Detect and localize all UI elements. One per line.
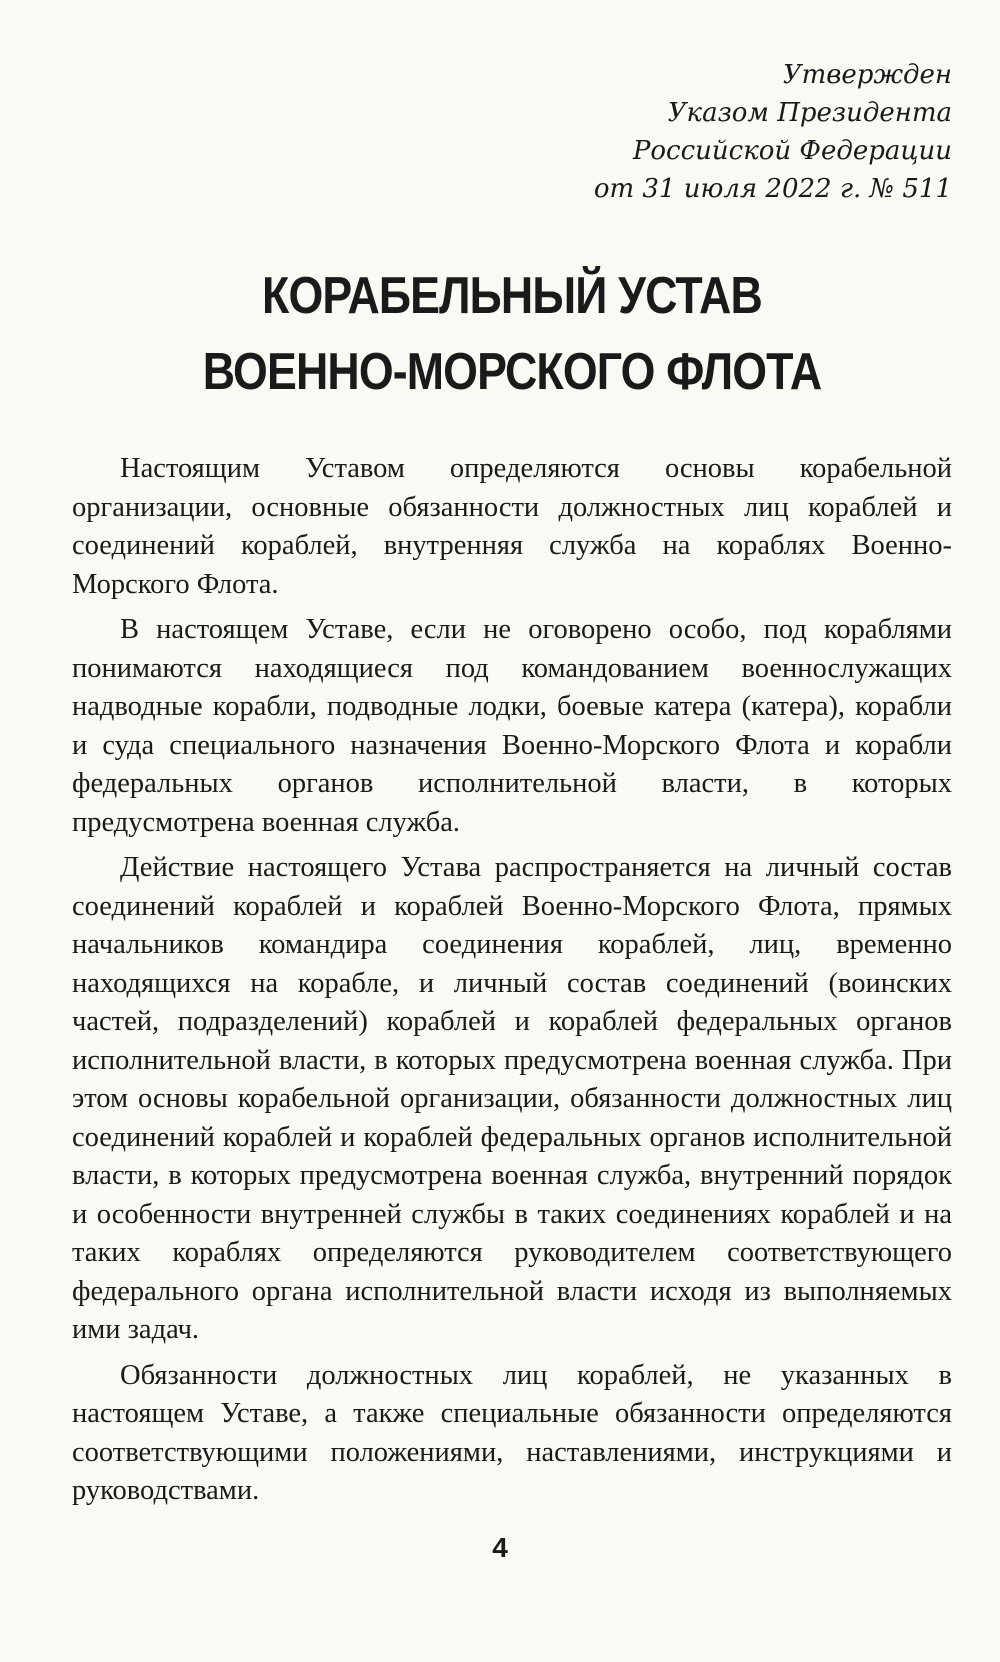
approval-line-1: Утвержден: [782, 60, 952, 90]
approval-block: [72, 56, 952, 208]
paragraph: Настоящим Уставом определяются основы корабельной организации, основные обязанности должностных лиц кораблей и соединений кораблей, внутренняя служба на кораблях Военно-Морского Флота.: [72, 453, 952, 600]
body-text: [72, 450, 952, 1511]
paragraph: Действие настоящего Устава распространяется на личный состав соединений кораблей и кораблей Военно-Морского Флота, прямых начальников командира соединения кораблей, лиц, временно находящихся на корабле, и личный состав соединений (воинских частей, подразделений) кораблей и кораблей федеральных органов исполнительной власти, в которых предусмотрена военная служба. При этом основы корабельной организации, обязанности должностных лиц соединений кораблей и кораблей федеральных органов исполнительной власти, в которых предусмотрена военная служба, внутренний порядок и особенности внутренней службы в таких соединениях кораблей и на таких кораблях определяются руководителем соответствующего федерального органа исполнительной власти исходя из выполняемых ими задач.: [72, 852, 952, 1345]
page-number: 4: [492, 1532, 508, 1563]
document-title: [134, 258, 891, 410]
approval-line-2: Указом Президента: [667, 98, 952, 128]
approval-line-3: Российской Федерации: [632, 136, 952, 166]
title-line-1: КОРАБЕЛЬНЫЙ УСТАВ: [262, 267, 762, 325]
page-content: [72, 56, 952, 1518]
approval-line-4: от 31 июля 2022 г. № 511: [593, 174, 952, 204]
paragraph: В настоящем Уставе, если не оговорено особо, под кораблями понимаются находящиеся под командованием военнослужащих надводные корабли, подводные лодки, боевые катера (катера), корабли и суда специального назначения Военно-Морского Флота и корабли федеральных органов исполнительной власти, в которых предусмотрена военная служба.: [72, 614, 952, 838]
paragraph: Обязанности должностных лиц кораблей, не указанных в настоящем Уставе, а также специальные обязанности определяются соответствующими положениями, наставлениями, инструкциями и руководствами.: [72, 1359, 952, 1506]
title-line-2: ВОЕННО-МОРСКОГО ФЛОТА: [202, 343, 822, 401]
